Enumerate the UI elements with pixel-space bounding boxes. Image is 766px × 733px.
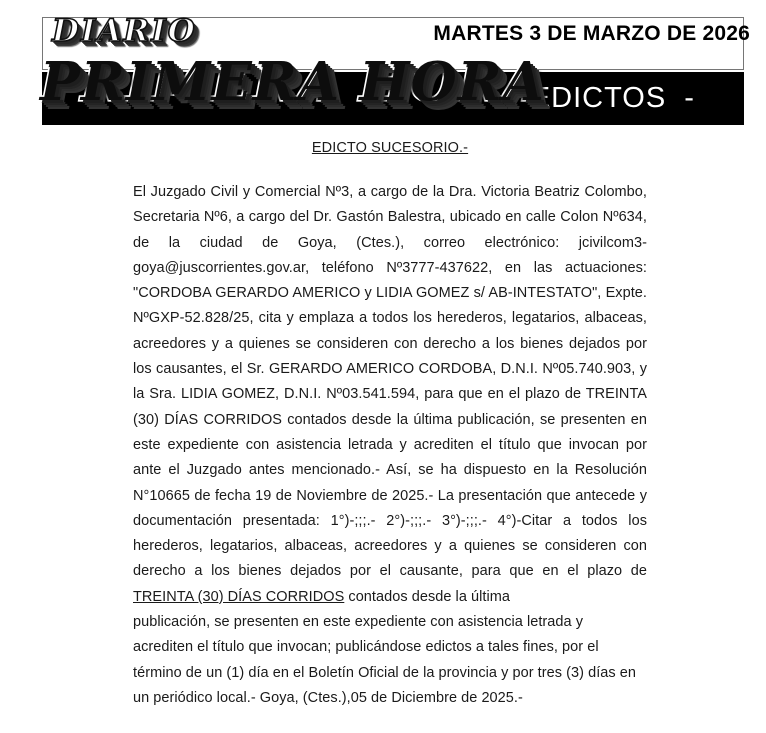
edict-title: EDICTO SUCESORIO.- — [311, 140, 469, 156]
edict-paragraph-closing: publicación, se presenten en este expediente con asistencia letrada y acrediten el título que invocan; publicándose edictos a tales fines, por el término de un (1) día en el Boletín Oficial de la provincia y por tres (3) días en un periódico local.- Goya, (Ctes.),05 de Diciembre de 2025.- — [133, 614, 636, 706]
edict-paragraph-main — [133, 180, 647, 610]
edict-body — [133, 180, 647, 711]
issue-date: MARTES 3 DE MARZO DE 2026 — [433, 22, 750, 45]
masthead — [0, 0, 766, 133]
newspaper-wordmark-primera-hora: PRIMERA HORA — [40, 51, 545, 113]
edict-article — [133, 140, 647, 711]
edict-underlined-term: TREINTA (30) DÍAS CORRIDOS — [133, 588, 345, 605]
edict-paragraph-main-part1: El Juzgado Civil y Comercial Nº3, a cargo de la Dra. Victoria Beatriz Colombo, Secretaria Nº6, a cargo del Dr. Gastón Balestra, ubicado en calle Colon Nº634, de la ciudad de Goya, (Ctes.), correo electrónico: jcivilcom3-goya@juscorrientes.gov.ar, teléfono Nº3777-437622, en las actuaciones: "CORDOBA GERARDO AMERICO y LIDIA GOMEZ s/ AB-INTESTATO", Expte. NºGXP-52.828/25, cita y emplaza a todos los herederos, legatarios, albaceas, acreedores y a quienes se consideren con derecho a los bienes dejados por los causantes, el Sr. GERARDO AMERICO CORDOBA, D.N.I. Nº05.740.903, y la Sra. LIDIA GOMEZ, D.N.I. Nº03.541.594, para que en el plazo de TREINTA (30) DÍAS CORRIDOS contados desde la última publicación, se presenten en este expediente con asistencia letrada y acrediten el título que invocan por ante el Juzgado antes mencionado.- Así, se ha dispuesto en la Resolución N°10665 de fecha 19 de Noviembre de 2025.- La presentación que antecede y documentación presentada: 1°)-;;;.- 2°)-;;;.- 3°)-;;;.- 4°)-Citar a todos los herederos, legatarios, albaceas, acreedores y a quienes se consideren con derecho a los bienes dejados por el causante, para que en el plazo de — [133, 184, 647, 580]
section-label: - EDICTOS - — [502, 82, 695, 114]
edict-paragraph-main-part2: contados desde la última — [344, 588, 510, 605]
newspaper-wordmark-diario: DIARIO — [52, 13, 197, 49]
